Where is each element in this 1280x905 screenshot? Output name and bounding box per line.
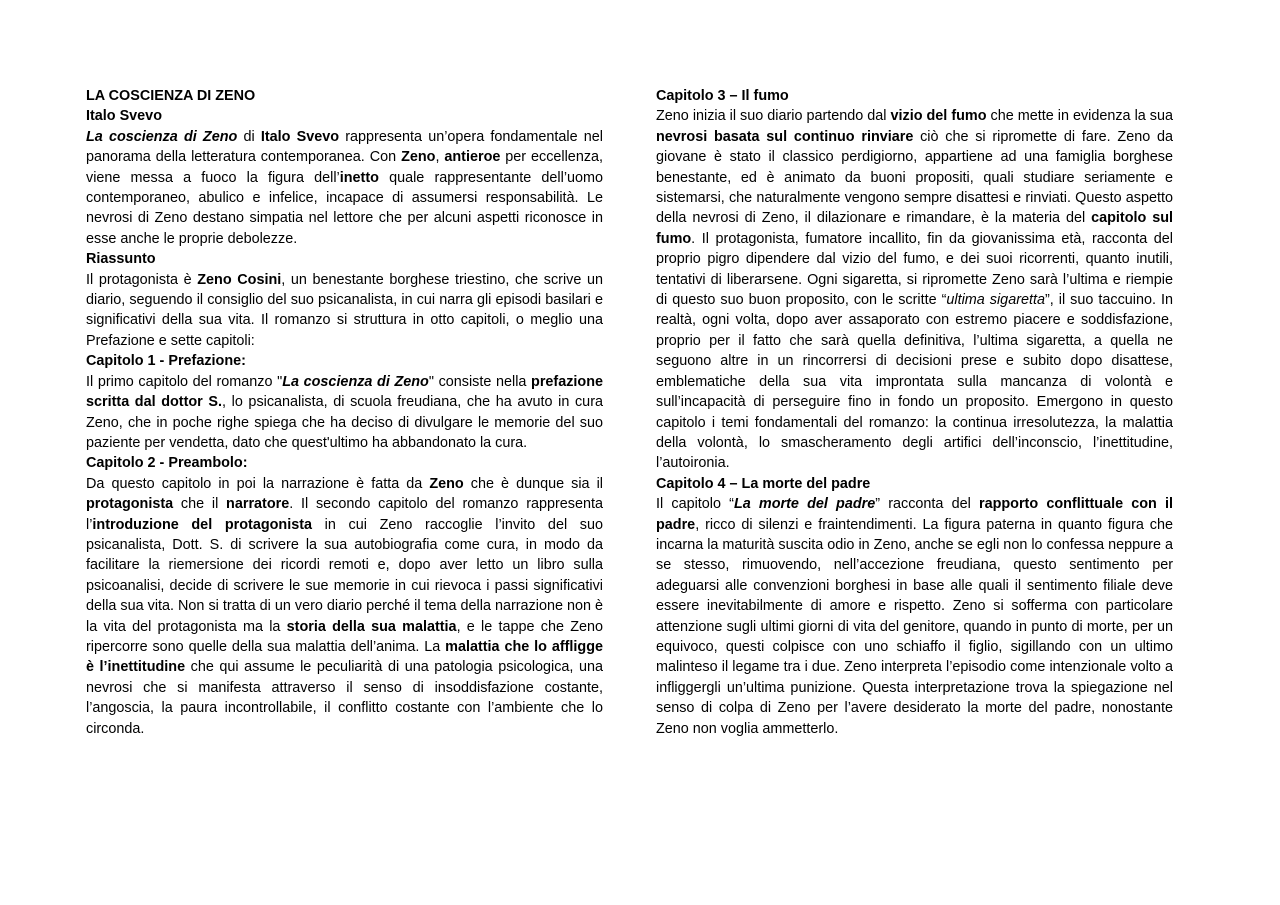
emphasis-text: La morte del padre [733,496,876,513]
cap3-heading: Capitolo 3 – Il fumo [656,88,789,104]
body-text: , e le tappe che Zeno ripercorre sono quelle della sua malattia dell’anima. La [86,618,603,655]
riassunto-paragraph [86,270,603,352]
emphasis-text: narratore [226,496,290,513]
body-text: Da questo capitolo in poi la narrazione è fatta da [86,475,430,492]
body-text: quale rappresentante dell’uomo contemporaneo, abulico e infelice, incapace di assumersi responsabilità. Le nevrosi di Zeno destano simpatia nel lettore che per alcuni aspetti riconosce in esse anche le proprie debolezze. [86,169,604,247]
body-text: che è dunque sia il [463,475,603,492]
body-text: Zeno inizia il suo diario partendo dal [656,108,891,125]
body-text: ”, il suo taccuino. In realtà, ogni volta, dopo aver assaporato con estremo piacere e soddisfazione, proprio per il fatto che sarà quella definitiva, l’ultima sigaretta, a quella ne seguono altre in un rincorrersi di decisioni prese e subito dopo disattese, emblematiche della sua vita improntata sulla mancanza di volontà e sull’incapacità di perseguire fino in fondo un proposito. Emergono in questo capitolo i temi fondamentali del romanzo: la continua irresolutezza, la malattia della volontà, lo smascheramento degli artifici dell’inconscio, l’inettitudine, l’autoironia. [656,292,1173,472]
emphasis-text: introduzione del protagonista [92,516,312,533]
cap3-paragraph [656,106,1173,473]
body-text: ciò che si ripromette di fare. Zeno da giovane è stato il classico perdigiorno, appartiene ad una famiglia borghese benestante, ed è animato da buoni propositi, quali studiare seriamente e sistemarsi, che naturalmente vengono sempre disattesi e rinviati. Questo aspetto della nevrosi di Zeno, il dilazionare e rimandare, è la materia del [656,128,1173,227]
emphasis-text: rapporto conflittuale con il padre [656,496,1174,533]
emphasis-text: Zeno [401,149,436,166]
intro-paragraph [86,127,603,249]
emphasis-text: antieroe [444,149,501,166]
body-text: di [237,128,261,145]
cap1-heading: Capitolo 1 - Prefazione: [86,353,246,370]
body-text: , [435,149,445,166]
riassunto-heading: Riassunto [86,251,156,268]
cap2-heading: Capitolo 2 - Preambolo: [86,455,248,472]
cap4-heading: Capitolo 4 – La morte del padre [656,475,871,492]
body-text: che mette in evidenza la sua [986,108,1173,125]
cap4-paragraph [656,494,1173,739]
emphasis-text: inetto [339,169,379,186]
body-text: Il primo capitolo del romanzo " [86,373,283,390]
right-column [656,86,1173,739]
emphasis-text: Zeno Cosini [197,271,282,288]
cap2-paragraph [86,474,603,739]
body-text: per eccellenza, viene messa a fuoco la figura dell’ [86,149,604,186]
emphasis-text: Zeno [429,475,464,492]
body-text: Il protagonista è [86,271,198,288]
emphasis-text: protagonista [86,496,174,513]
emphasis-text: ultima sigaretta [946,292,1045,309]
body-text: , un benestante borghese triestino, che scrive un diario, seguendo il consiglio del suo psicanalista, in cui narra gli episodi basilari e significativi della sua vita. Il romanzo si struttura in otto capitoli, o meglio una Prefazione e sette capitoli: [86,271,603,349]
body-text: che qui assume le peculiarità di una patologia psicologica, una nevrosi che si manifesta attraverso il senso di insoddisfazione costante, l’angoscia, la paura incontrollabile, il conflitto costante con l’ambiente che lo circonda. [86,659,603,737]
emphasis-text: storia della sua malattia [286,618,457,635]
body-text: , lo psicanalista, di scuola freudiana, che ha avuto in cura Zeno, che in poche righe spiega che ha deciso di divulgare le memorie del suo paziente per vendetta, dato che quest'ultimo ha abbandonato la cura. [86,394,603,451]
body-text: , ricco di silenzi e fraintendimenti. La figura paterna in quanto figura che incarna la maturità suscita odio in Zeno, anche se egli non lo confessa neppure a se stesso, rimuovendo, nell’accezione freudiana, questo sentimento per adeguarsi alle convenzioni borghesi in base alle quali il sentimento filiale deve essere inevitabilmente di amore e rispetto. Zeno si sofferma con particolare attenzione sugli ultimi giorni di vita del genitore, quando in punto di morte, per un equivoco, questi colpisce con uno schiaffo il figlio, sigillando con un ultimo malinteso il legame tra i due. Zeno interpreta l’episodio come intenzionale volto a infliggergli un’ultima punizione. Questa interpretazione trova la spiegazione nel senso di colpa di Zeno per l’avere desiderato la morte del padre, nonostante Zeno non voglia ammetterlo. [656,516,1173,737]
body-text: in cui Zeno raccoglie l’invito del suo psicanalista, Dott. S. di scrivere la sua autobiografia come cura, in modo da facilitare la riemersione dei ricordi remoti e, dopo aver letto un libro sulla psicoanalisi, decide di scrivere le sue memorie in cui rievoca i passi significativi della sua vita. Non si tratta di un vero diario perché il tema della narrazione non è la vita del protagonista ma la [86,516,603,635]
emphasis-text: nevrosi basata sul continuo rinviare [656,128,914,145]
body-text: che il [173,496,227,513]
left-column [86,86,603,739]
body-text: . Il protagonista, fumatore incallito, fin da giovanissima età, racconta del proprio pigro dipendere dal vizio del fumo, e dei suoi ricorrenti, quanto inutili, tentativi di liberarsene. Ogni sigaretta, si ripromette Zeno sarà l’ultima e riempie di questo suo buon proposito, con le scritte “ [656,230,1173,309]
body-text: . Il secondo capitolo del romanzo rappresenta l’ [86,496,604,533]
emphasis-text: La coscienza di Zeno [282,373,429,390]
body-text: ” racconta del [875,496,979,513]
emphasis-text: prefazione scritta dal dottor S. [86,373,603,411]
emphasis-text: capitolo sul fumo [656,210,1173,247]
emphasis-text: malattia che lo affligge è l’inettitudine [86,638,604,676]
document-author: Italo Svevo [86,108,162,125]
body-text: rappresenta un’opera fondamentale nel panorama della letteratura contemporanea. Con [86,128,604,166]
body-text: Il capitolo “ [656,496,734,513]
emphasis-text: Italo Svevo [260,128,340,145]
body-text: " consiste nella [428,373,532,390]
emphasis-text: vizio del fumo [890,108,987,125]
document-title: LA COSCIENZA DI ZENO [86,88,256,104]
emphasis-text: La coscienza di Zeno [86,128,238,145]
cap1-paragraph [86,372,603,454]
